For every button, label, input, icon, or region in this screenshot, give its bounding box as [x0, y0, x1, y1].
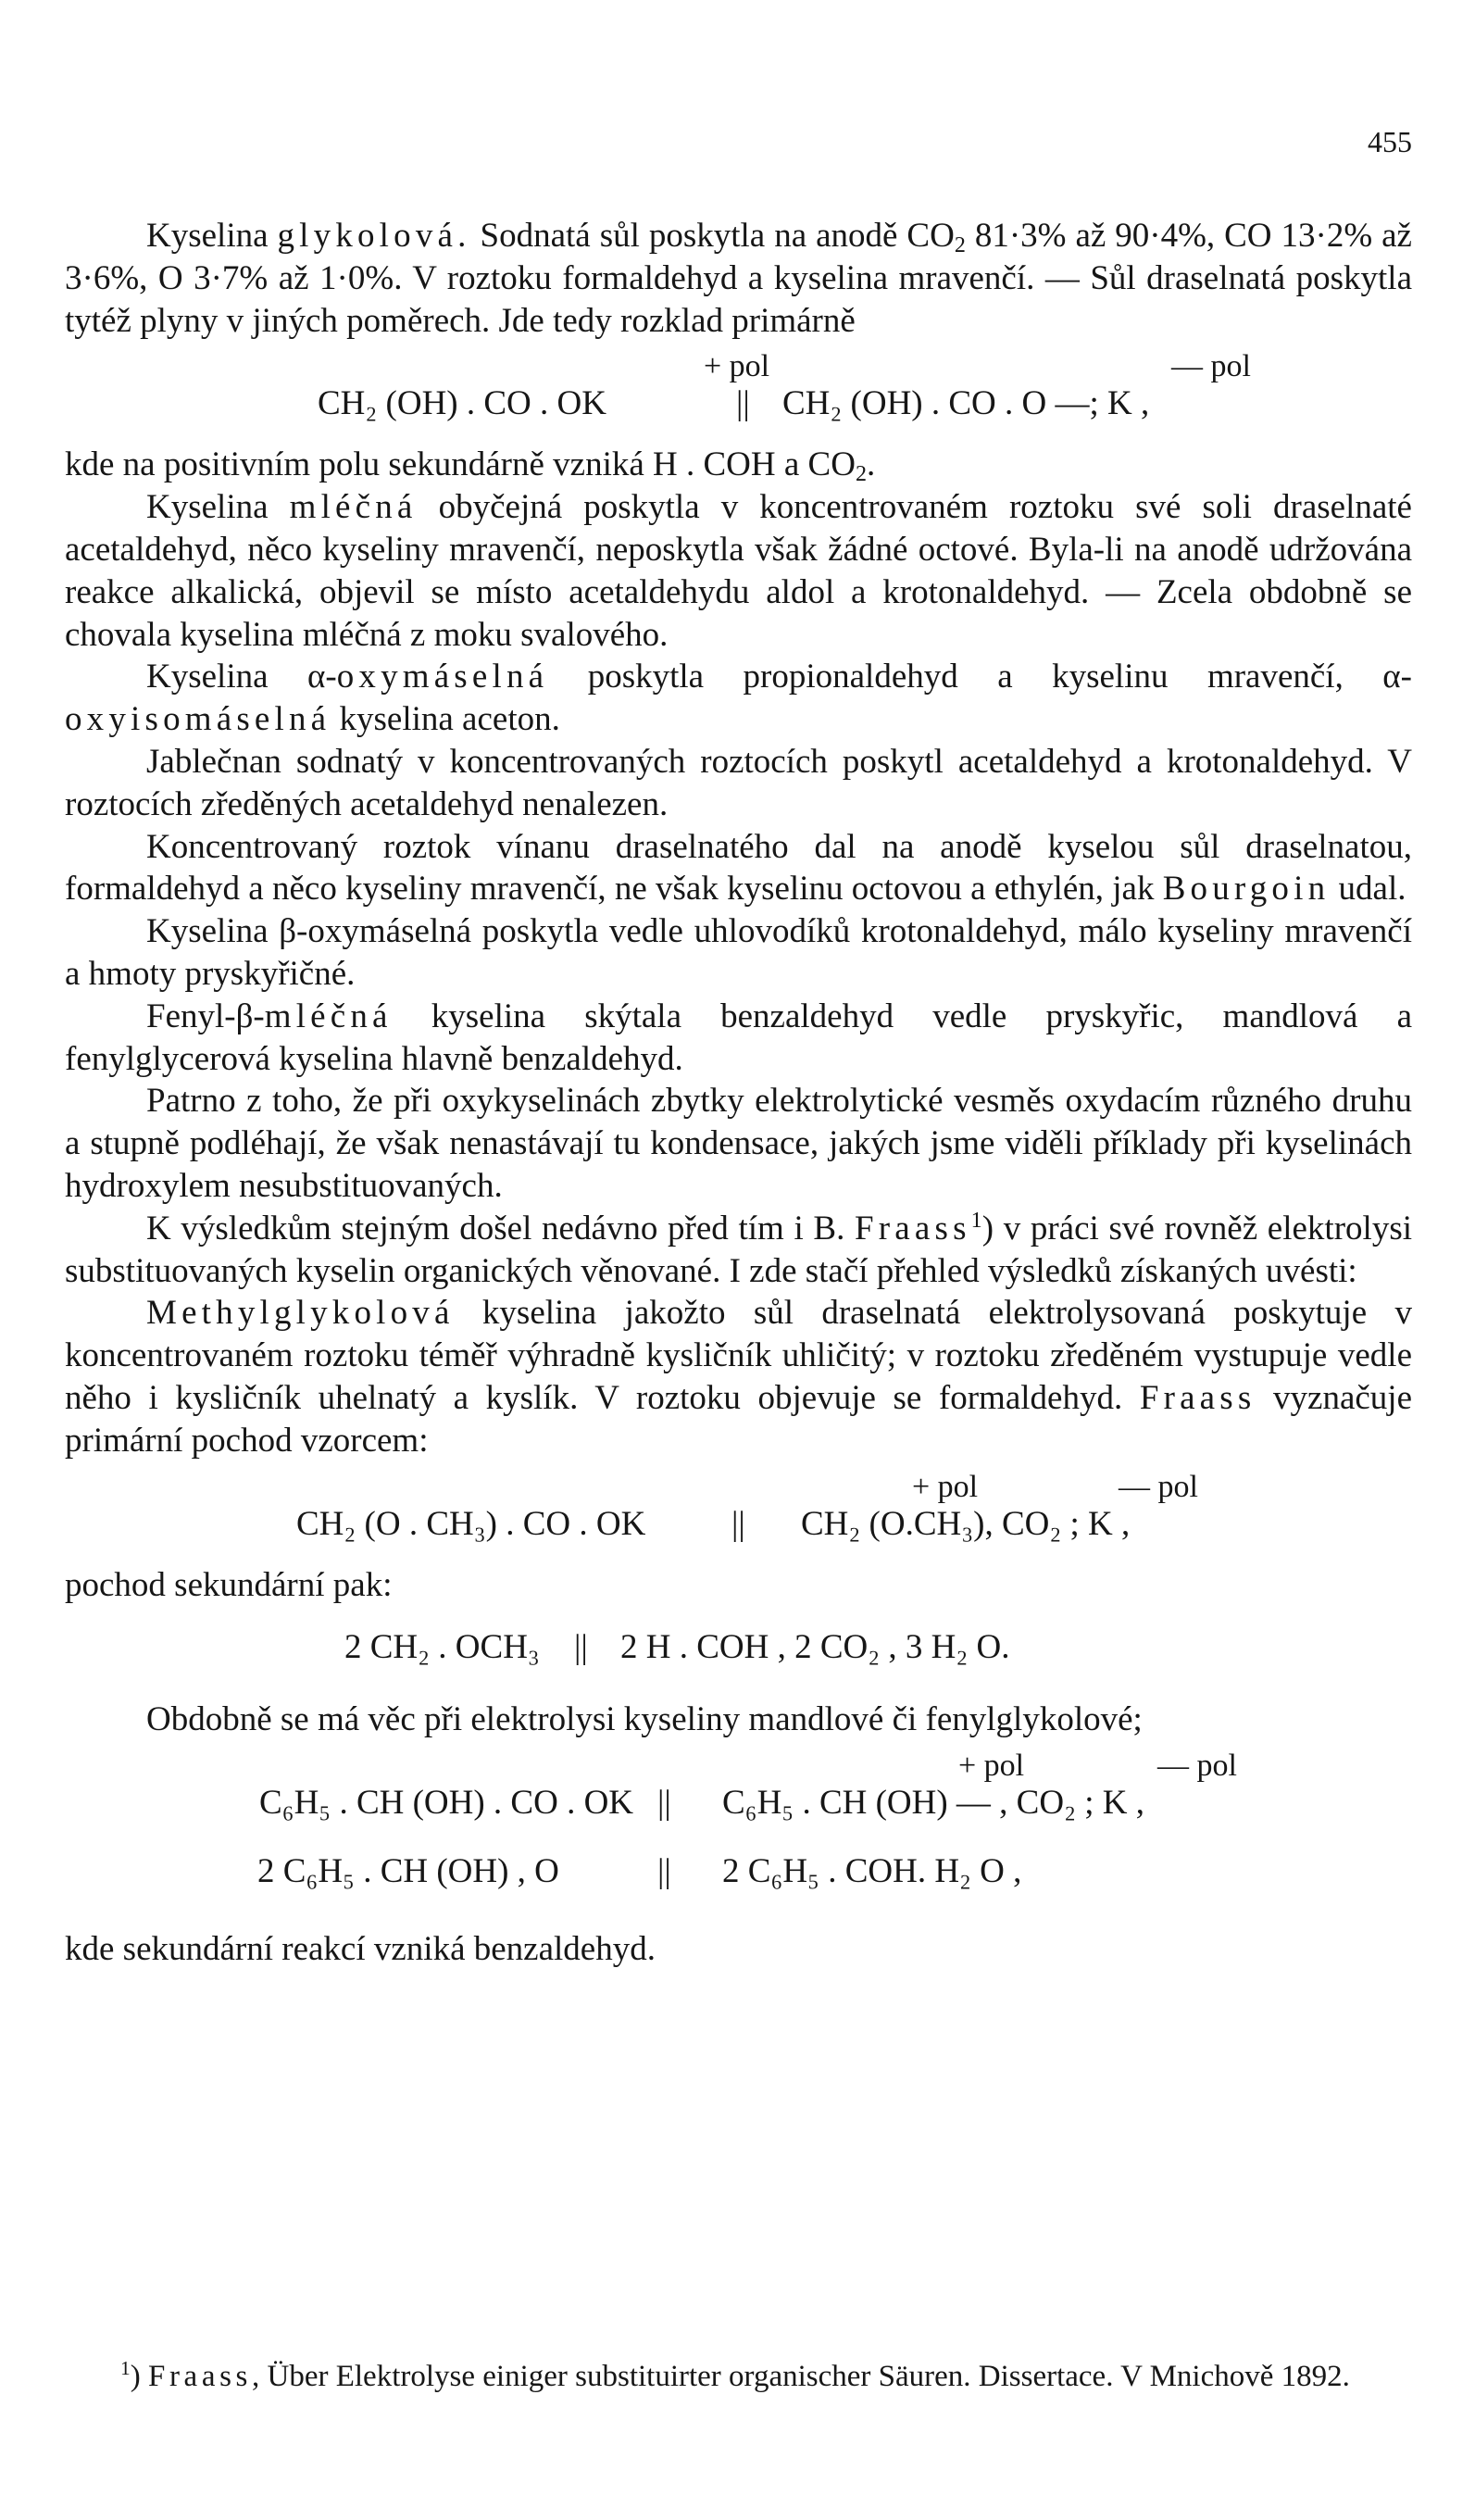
formula-3-right: 2 H . COH , 2 CO₂ , 3 H₂ O.: [620, 1628, 1010, 1667]
paragraph-mlecna: Kyselina mléčná obyčejná poskytla v koncentrovaném roztoku své soli draselnaté acetaldehyd, něco kyseliny mravenčí, neposkytla však žádné octové. Byla-li na anodě udržována reakce alkalická, objevil se místo acetaldehydu aldol a krotonaldehyd. — Zcela obdobně se chovala kyselina mléčná z moku svalového.: [65, 488, 1412, 654]
negative-pole-label: — pol: [1119, 1469, 1198, 1504]
formula-2-right: CH₂ (O.CH₃), CO₂ ; K ,: [801, 1504, 1131, 1543]
formula-1-left: CH₂ (OH) . CO . OK: [318, 384, 606, 423]
formula-separator: ||: [657, 1784, 671, 1823]
formula-3: [65, 1626, 1412, 1667]
formula-2: [65, 1503, 1412, 1543]
formula-separator: ||: [657, 1852, 671, 1891]
author-fraass: Fraass: [1139, 1378, 1256, 1417]
paragraph-mandlova: Obdobně se má věc při elektrolysi kyseliny mandlové či fenylglykolové;: [146, 1700, 1143, 1739]
paragraph-glykolova: Kyselina glykolová. Sodnatá sůl poskytla na anodě $CO_2$ 81·3% až 90·4%, CO 13·2% až 3·6%, O 3·7% až 1·0%. V roztoku formaldehyd a kyselina mravenčí. — Sůl draselnatá poskytla tytéž plyny v jiných poměrech. Jde tedy rozklad primárně: [65, 217, 1412, 340]
formula-separator: ||: [736, 384, 750, 423]
formula-4-polarity-labels: [65, 1741, 1412, 1784]
formula-4: [65, 1782, 1412, 1823]
term-oxymaselna: oxymáselná: [336, 658, 549, 696]
formula-3-left: 2 CH₂ . OCH₃: [344, 1628, 540, 1667]
formula-4-right: C₆H₅ . CH (OH) — , CO₂ ; K ,: [722, 1784, 1144, 1823]
formula-2-left: CH₂ (O . CH₃) . CO . OK: [296, 1504, 646, 1543]
paragraph-vinan: Koncentrovaný roztok vínanu draselnatého dal na anodě kyselou sůl draselnatou, formaldehyd a něco kyseliny mravenčí, ne však kyselinu octovou a ethylén, jak Bourgoin udal.: [65, 827, 1412, 909]
formula-4-left: C₆H₅ . CH (OH) . CO . OK: [259, 1784, 634, 1823]
formula-1: [65, 382, 1412, 423]
paragraph-oxymaselna: Kyselina α-oxymáselná poskytla propionaldehyd a kyselinu mravenčí, α-oxyisomáselná kyselina aceton.: [65, 658, 1413, 739]
paragraph-fenyl-mlecna: Fenyl-β-mléčná kyselina skýtala benzaldehyd vedle pryskyřic, mandlová a fenylglycerová kyselina hlavně benzaldehyd.: [65, 997, 1412, 1078]
paragraph-pochod-sekundarni: pochod sekundární pak:: [65, 1565, 393, 1604]
term-oxyisomaselna: oxyisomáselná: [65, 700, 331, 739]
formula-separator: ||: [574, 1628, 588, 1667]
formula-5-right: 2 C₆H₅ . COH. H₂ O ,: [722, 1852, 1022, 1891]
term-glykolova: glykolová.: [277, 217, 471, 255]
positive-pole-label: + pol: [704, 349, 770, 384]
formula-2-polarity-labels: [65, 1462, 1412, 1504]
formula-separator: ||: [731, 1504, 745, 1543]
formula-1-polarity-labels: [65, 342, 1412, 384]
positive-pole-label: + pol: [958, 1749, 1025, 1784]
formula-1-right: CH₂ (OH) . CO . O —; K ,: [782, 384, 1150, 423]
formula-5: [65, 1850, 1412, 1891]
author-bourgoin: Bourgoin: [1162, 870, 1331, 909]
paragraph-fraass: K výsledkům stejným došel nedávno před tím i B. Fraass$^1$) v práci své rovněž elektrolysi substituovaných kyselin organických věnované. I zde stačí přehled výsledků získaných uvésti:: [65, 1208, 1412, 1290]
footnote: $^1$) Fraass, Über Elektrolyse einiger substituirter organischer Säuren. Dissertace. V Mnichově 1892.: [120, 2357, 1350, 2393]
term-mlecna: mléčná: [289, 488, 418, 527]
author-fraass: Fraass: [855, 1209, 971, 1247]
negative-pole-label: — pol: [1157, 1749, 1237, 1784]
footnote-reference: 1: [970, 1208, 982, 1233]
main-text: [65, 215, 1412, 1971]
formula-5-left: 2 C₆H₅ . CH (OH) , O: [257, 1852, 559, 1891]
paragraph-jablecnan: Jablečnan sodnatý v koncentrovaných roztocích poskytl acetaldehyd a krotonaldehyd. V roztocích zředěných acetaldehyd nenalezen.: [65, 742, 1412, 823]
footnote-author: Fraass: [147, 2360, 253, 2393]
paragraph-sekundarne: kde na positivním polu sekundárně vzniká H . COH a $CO_2$.: [65, 445, 876, 487]
positive-pole-label: + pol: [912, 1469, 979, 1504]
negative-pole-label: — pol: [1171, 349, 1251, 384]
paragraph-benzaldehyd: kde sekundární reakcí vzniká benzaldehyd.: [65, 1930, 656, 1969]
page-number: 455: [1368, 125, 1412, 158]
term-methylglykolova: Methylglykolová: [146, 1294, 455, 1333]
paragraph-beta-oxymaselna: Kyselina β-oxymáselná poskytla vedle uhlovodíků krotonaldehyd, málo kyseliny mravenčí a hmoty pryskyřičné.: [65, 912, 1412, 993]
paragraph-patrno: Patrno z toho, že při oxykyselinách zbytky elektrolytické vesměs oxydacím různého druhu a stupně podléhají, že však nenastávají tu kondensace, jakých jsme viděli příklady při kyselinách hydroxylem nesubstituovaných.: [65, 1082, 1412, 1205]
paragraph-methylglykolova: Methylglykolová kyselina jakožto sůl draselnatá elektrolysovaná poskytuje v koncentrovaném roztoku téměř výhradně kysličník uhličitý; v roztoku zředěném vystupuje vedle něho i kysličník uhelnatý a kyslík. V roztoku objevuje se formaldehyd. Fraass vyznačuje primární pochod vzorcem:: [65, 1294, 1412, 1460]
term-fenyl-mlecna: mléčná: [264, 997, 393, 1035]
footnote-mark: 1: [120, 2357, 131, 2380]
